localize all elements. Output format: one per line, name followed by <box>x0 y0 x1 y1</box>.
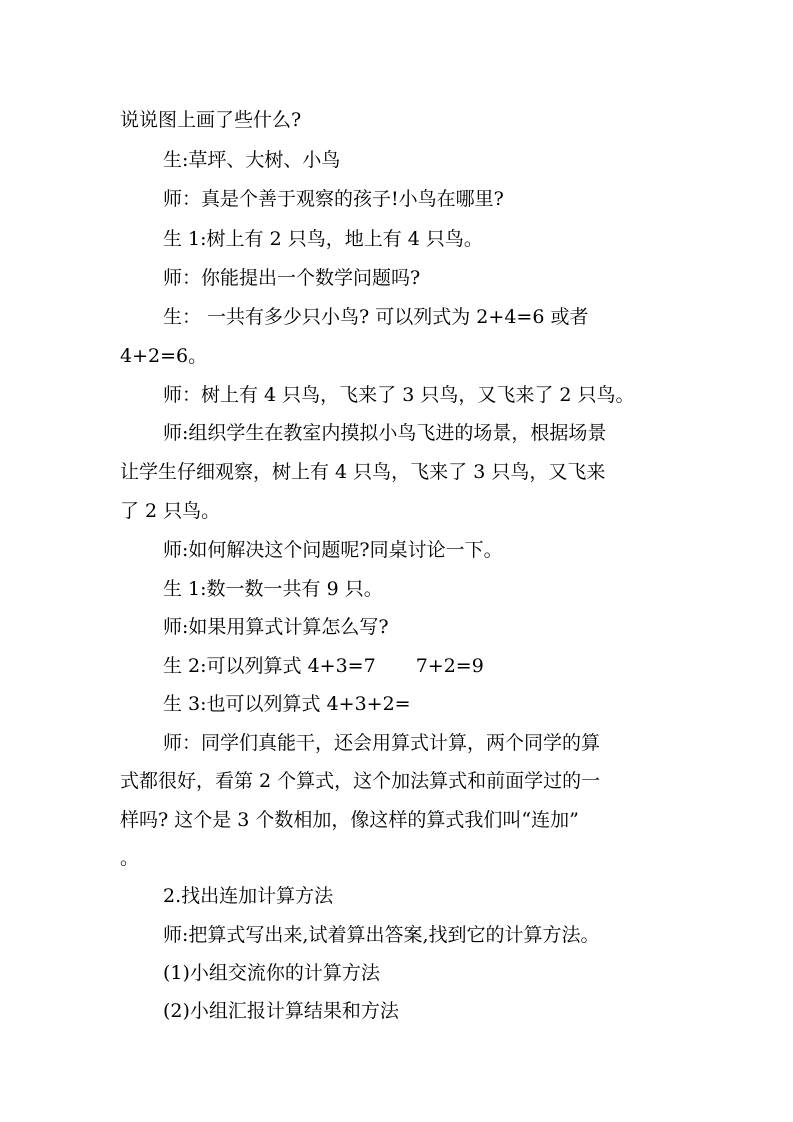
text-line: 生： 一共有多少只小鸟? 可以列式为 2+4=6 或者 <box>163 306 589 328</box>
section-heading: 2.找出连加计算方法 <box>163 885 334 907</box>
text-line: 师:如何解决这个问题呢?同桌讨论一下。 <box>163 539 503 561</box>
text-line: 样吗? 这个是 3 个数相加，像这样的算式我们叫“连加” <box>120 809 579 831</box>
text-line: 4+2=6。 <box>120 345 208 367</box>
formula-text: 生 2:可以列算式 4+3=7 <box>163 655 376 677</box>
text-line: 生:草坪、大树、小鸟 <box>163 149 341 171</box>
text-line: 让学生仔细观察，树上有 4 只鸟，飞来了 3 只鸟，又飞来 <box>120 461 606 483</box>
text-line: 师:组织学生在教室内摸拟小鸟飞进的场景，根据场景 <box>163 422 607 444</box>
text-line: 师：你能提出一个数学问题吗? <box>163 267 421 289</box>
text-line: 生 1:树上有 2 只鸟，地上有 4 只鸟。 <box>163 228 483 250</box>
text-line: 。 <box>120 847 140 869</box>
formula-line <box>163 654 723 678</box>
text-line: 了 2 只鸟。 <box>120 500 221 522</box>
list-item: (2)小组汇报计算结果和方法 <box>163 1000 399 1022</box>
formula-text: 7+2=9 <box>415 655 484 677</box>
text-line: 式都很好，看第 2 个算式，这个加法算式和前面学过的一 <box>120 770 601 792</box>
text-line: 说说图上画了些什么? <box>120 109 302 131</box>
text-line: 生 1:数一数一共有 9 只。 <box>163 578 383 600</box>
text-line: 生 3:也可以列算式 4+3+2= <box>163 693 411 715</box>
text-line: 师：树上有 4 只鸟，飞来了 3 只鸟，又飞来了 2 只鸟。 <box>163 384 635 406</box>
text-line: 师:如果用算式计算怎么写? <box>163 616 389 638</box>
text-line: 师：同学们真能干，还会用算式计算，两个同学的算 <box>163 732 601 754</box>
list-item: (1)小组交流你的计算方法 <box>163 962 380 984</box>
text-line: 师：真是个善于观察的孩子!小鸟在哪里? <box>163 188 504 210</box>
text-line: 师:把算式写出来,试着算出答案,找到它的计算方法。 <box>163 924 600 946</box>
